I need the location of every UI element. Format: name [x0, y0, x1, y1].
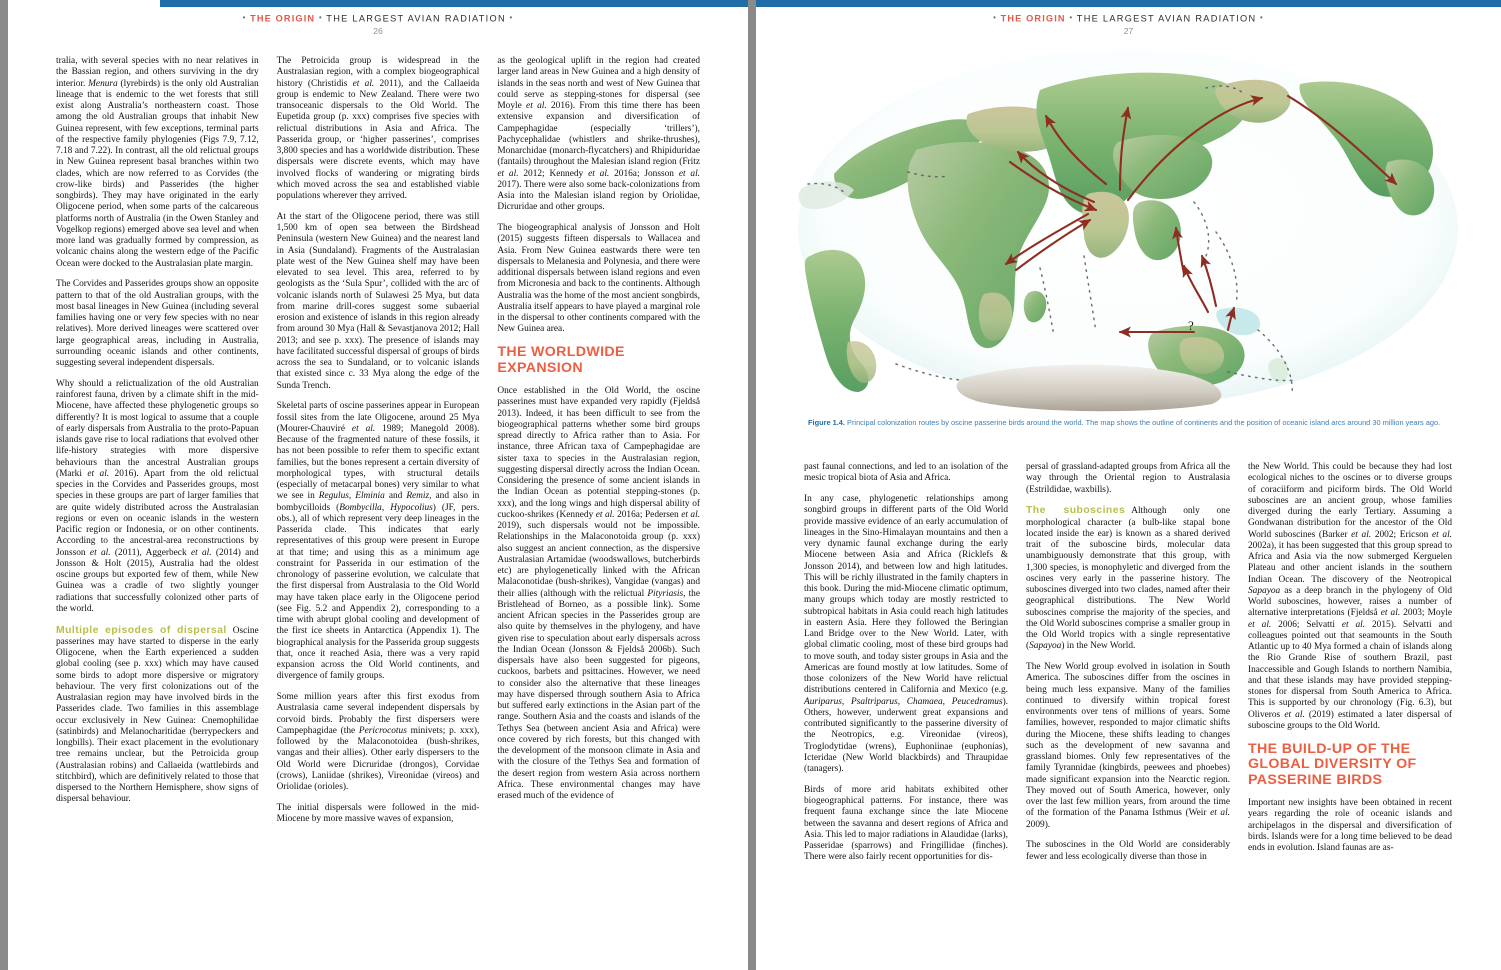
paragraph: past faunal connections, and led to an isolation of the mesic tropical biota of Asia and Africa. [804, 462, 1008, 484]
paragraph: In any case, phylogenetic relationships among songbird groups in different parts of the Old World provide massive evidence of an early accumulation of lineages in the Sino-Himalayan mountains and then a very dynamic faunal exchange during the early Miocene between Asia and Africa (Ricklefs & Jonsson 2014), and between low and high latitudes. This will be richly illustrated in the family chapters in this book. During the mid-Miocene climatic optimum, many groups which today are mostly restricted to subtropical habitats in Asia could reach high latitudes in eastern Asia. Here they followed the Beringian Land Bridge over to the New World. Later, with global climatic cooling, most of these bird groups had to move south, and today sister groups in Asia and the Americas are found mostly at low latitudes. Some of those colonizers of the New World have relictual distributions centered in California and Mexico (e.g. Auriparus, Psaltriparus, Chamaea, Peucedramus). Others, however, underwent great expansions and contributed significantly to the passerine diversity of the Neotropics, e.g. Vireonidae (vireos), Troglodytidae (wrens), Euphoniinae (euphonias), Icteridae (New World blackbirds) and Thraupidae (tanagers). [804, 494, 1009, 774]
left-column-3 [497, 56, 700, 956]
paragraph: persal of grassland-adapted groups from Africa all the way through the Oriental region to Australasia (Estrildidae, waxbills). [1026, 462, 1230, 495]
run-in-paragraph [56, 625, 259, 806]
section-heading-build-up-global-diversity: THE BUILD-UP OF THE GLOBAL DIVERSITY OF PASSERINE BIRDS [1248, 740, 1417, 788]
paragraph: The biogeographical analysis of Jonsson and Holt (2015) suggests fifteen dispersals to Wallacea and Asia. From New Guinea eastwards there were ten dispersals to Melanesia and Polynesia, and there were additional dispersals between island regions and even from Micronesia and back to the continents. Although Australia was the home of the most ancient songbirds, Australia itself appears to have played a marginal role in the dispersal to other continents compared with the New Guinea area. [497, 223, 701, 335]
paragraph: The Corvides and Passerides groups show an opposite pattern to that of the old Australian groups, with the most basal lineages in New Guinea (including several families having one or very few species with no near relatives). More derived lineages were scattered over large geographical areas, including in Australia, surrounding oceanic islands and other continents, suggesting several independent dispersals. [56, 279, 259, 368]
run-in-paragraph [1026, 505, 1230, 652]
running-head-left [8, 13, 748, 24]
runhead-series-left: THE ORIGIN [250, 13, 316, 24]
paragraph: The New World group evolved in isolation in South America. The suboscines differ from the oscines in being much less expansive. Many of the families continued to diversify within tropical forest environments over tens of millions of years. Some families, however, responded to major climatic shifts during the Miocene, these shifts leading to changes such as the development of new savanna and grassland biomes. Only few representatives of the family Tyrannidae (kingbirds, peewees and phoebes) made significant expansion into the Nearctic region. They moved out of South America, however, only over the last few million years, from around the time of the formation of the Panama Isthmus (Weir et al. 2009). [1026, 662, 1231, 830]
paragraph: Why should a relictualization of the old Australian rainforest fauna, driven by a climate shift in the mid-Miocene, have affected these phylogenetic groups so differently? It is most logical to assume that a couple of early dispersals from Australia to the proto-Papuan islands gave rise to local radiations that evolved other life-history strategies with more dispersive behaviours than the ancestral Australian groups (Marki et al. 2016). Apart from the old relictual species in the Corvides and Passerides groups, most species in these groups are part of larger families that are quite widely distributed across the Australasian regions or even on oceanic islands in the western Pacific region or Indonesia, or on other continents. According to the ancestral-area reconstructions by Jonsson et al. (2011), Aggerbeck et al. (2014) and Jonsson & Holt (2015), Australia had the oldest oscine groups but exported few of them, while New Guinea was a cradle of two slightly younger radiations that successfully colonized other parts of the world. [56, 378, 259, 614]
runhead-bullet-2: • [1069, 13, 1074, 22]
right-page-columns [804, 462, 1452, 962]
runhead-bullet-3: • [1259, 13, 1264, 22]
runin-heading-the-suboscines: The suboscines [1026, 505, 1126, 517]
paragraph: the New World. This could be because they had lost ecological niches to the oscines or to diverse groups of coraciiform and piciform birds. The Old World suboscines are an ancient group, whose families diverged during the early Tertiary. Assuming a Gondwanan distribution for the ancestor of the Old World suboscines (Barker et al. 2002; Ericson et al. 2002a), it has been suggested that this group spread to Africa and Asia via the now submerged Kerguelen Plateau and other ancient islands in the southern Indian Ocean. The discovery of the Neotropical Sapayoa as a deep branch in the phylogeny of Old World suboscines, however, raises a number of alternative interpretations (Fjeldså et al. 2003; Moyle et al. 2006; Selvatti et al. 2015). Selvatti and colleagues pointed out that seamounts in the South Atlantic up to 40 Mya formed a chain of islands along the Rio Grande Rise of southern Brazil, past Inaccessible and Gough Islands to northern Namibia, and that these islands may have provided stepping-stones for dispersal from South America to Africa. This is supported by our chronology (Fig. 6.3), but Oliveros et al. (2019) estimated a later dispersal of suboscine groups to the Old World. [1248, 462, 1453, 731]
paragraph: Birds of more arid habitats exhibited other biogeographical patterns. For instance, there was frequent fauna exchange since the late Miocene between the savanna and desert regions of Africa and Asia. This led to major radiations in Alaudidae (larks), Passeridae (sparrows) and Fringillidae (finches). There were also fairly recent opportunities for dis- [804, 784, 1008, 863]
page-number-left: 26 [373, 26, 383, 36]
left-column-2 [277, 56, 480, 956]
runhead-chapter-left: THE LARGEST AVIAN RADIATION [326, 13, 506, 24]
right-column-1 [804, 462, 1008, 962]
figure-caption [808, 418, 1456, 428]
question-mark-annotation: ? [1188, 318, 1194, 333]
page-top-rule [756, 0, 1501, 7]
world-map-svg [788, 42, 1468, 414]
paragraph: Once established in the Old World, the oscine passerines must have expanded very rapidly (Fjeldså 2013). Indeed, it has been difficult to see from the biogeographical patterns whether some bird groups spread directly to Africa rather than to Asia. For instance, three African taxa of Campephagidae are sister taxa to species in the Australasian region, suggesting dispersal directly across the Indian Ocean. Considering the presence of some ancient islands in the Indian Ocean as potential stepping-stones (p. xxx), and the long wings and high dispersal ability of cuckoo-shrikes (Kennedy et al. 2016a; Pedersen et al. 2019), such dispersals would not be impossible. Relationships in the Malaconotoida group (p. xxx) also suggest an ancient connection, as the dispersive Australasian Artamidae (woodswallows, butcherbirds etc) are phylogenetically linked with the African Malaconotidae (bush-shrikes), Vangidae (vangas) and their allies (although with the relictual Pityriasis, the Bristlehead of Borneo, as a possible link). Some ancient African species in the Passerides group are also quite by themselves in the phylogeny, and have given rise to speculation about early dispersals across the Indian Ocean (Jonsson & Fjeldså 2006b). Such dispersals have also been suggested for pigeons, cuckoos, barbets and psittacines. However, we need to consider also the alternative that these lineages may have dispersed through southern Asia to Africa but suffered early extinctions in the Asian part of the range. Southern Asia and the coasts and islands of the Tethys Sea (between ancient Asia and Africa) were once covered by rich forests, but this changed with the development of the monsoon climate in Asia and with the closure of the Tethys Sea and formation of the desert region from western Asia across northern Africa. These environmental changes may have erased much of the evidence of [497, 386, 701, 801]
figure-label: Figure 1.4. [808, 418, 845, 427]
running-head-right [756, 13, 1501, 24]
right-page [756, 0, 1501, 970]
runin-heading-multiple-episodes: Multiple episodes of dispersal [56, 624, 227, 636]
paragraph: The Petroicida group is widespread in the Australasian region, with a complex biogeographical history (Christidis et al. 2011), and the Callaeida group is endemic to New Zealand. There were two transoceanic dispersals to the Old World. The Eupetida group (p. xxx) comprises five species with relictual distributions in Asia and Africa. The Passerida group, or ‘higher passerines’, comprises 3,800 species and has a worldwide distribution. These dispersals were discrete events, which may have involved flocks of wandering or migrating birds which moved across the sea and established viable populations wherever they arrived. [276, 56, 480, 201]
runin-body: Although only one morphological character (a bulb-like stapal bone located inside the ear) is known as a shared derived trait of the suboscine birds, molecular data unambiguously demonstrate that this group, with 1,300 species, is monophyletic and diverged from the oscines very early in the passerine history. The suboscines diverged into two clades, named after their geographical distributions. The New World suboscines comprise the majority of the species, and the Old World suboscines comprise a smaller group in the Old World tropics with a single representative (Sapayoa) in the New World. [1026, 506, 1230, 652]
runhead-bullet-1: • [993, 13, 997, 22]
paragraph: Some million years after this first exodus from Australasia came several independent dispersals by corvoid birds. Probably the first dispersers were Campephagidae (the Pericrocotus minivets; p. xxx), followed by the Malaconotoidea (bush-shrikes, vangas and their allies). Other early dispersers to the Old World were Dicruridae (drongos), Corvidae (crows), Laniidae (shrikes), Vireonidae (vireos) and Oriolidae (orioles). [276, 692, 480, 792]
paragraph: as the geological uplift in the region had created larger land areas in New Guinea and a high density of islands in the seas north and west of New Guinea that could serve as stepping-stones for dispersal (see Moyle et al. 2016). From this time there has been extensive expansion and diversification of Campephagidae (especially ‘trillers’), Pachycephalidae (whistlers and shrike-thrushes), Monarchidae (monarch-flycatchers) and Rhipiduridae (fantails) throughout the Malesian island region (Fritz et al. 2012; Kennedy et al. 2016a; Jonsson et al. 2017). There were also some back-colonizations from Asia into the Malesian island region by Oriolidae, Dicruridae and other groups. [497, 56, 701, 213]
page-top-rule [160, 0, 748, 7]
right-column-2 [1026, 462, 1230, 962]
runhead-bullet-1: • [242, 13, 247, 22]
paragraph: The initial dispersals were followed in the mid-Miocene by more massive waves of expansion, [276, 802, 480, 824]
paragraph: Skeletal parts of oscine passerines appear in European fossil sites from the late Oligocene, around 25 Mya (Mourer-Chauviré et al. 1989; Manegold 2008). Because of the fragmented nature of these fossils, it has not been possible to refer them to specific extant families, but the bones represent a certain diversity of morphological types, with structural details (especially of metacarpal bones) very similar to what we see in Regulus, Elminia and Remiz, and also in bombycilloids (Bombycilla, Hypocolius) (JF, pers. obs.), all of which represent very deep lineages in the Passerida clade. This indicates that early representatives of this group were present in Europe at that time; and using this as a minimum age constraint for Passerida in our estimation of the chronology of passerine evolution, we calculate that the first dispersal from Australasia to the Old World may have taken place early in the Oligocene period (see Fig. 5.2 and Appendix 2), corresponding to a time with abrupt global cooling and development of the first ice sheets in Antarctica (Appendix 1). The biographical analysis for the Passerida group suggests that, once it reached Asia, there was a very rapid expansion across the Old World continents, and divergence of family groups. [276, 401, 480, 682]
runhead-bullet-2: • [318, 13, 323, 22]
left-column-1 [56, 56, 259, 956]
figure-caption-text: Principal colonization routes by oscine passerine birds around the world. The map shows the outline of continents and the position of oceanic island arcs around 30 million years ago. [847, 418, 1441, 427]
paragraph: Important new insights have been obtained in recent years regarding the role of oceanic islands and archipelagos in the dispersal and diversification of birds. Islands were for a long time believed to be dead ends in evolution. Island faunas are as- [1248, 798, 1452, 853]
left-page-columns [56, 56, 700, 956]
section-heading-worldwide-expansion: THE WORLDWIDE EXPANSION [497, 344, 625, 376]
runhead-chapter-right: THE LARGEST AVIAN RADIATION [1076, 13, 1257, 24]
world-map-globe [788, 42, 1468, 414]
figure-1-4 [756, 42, 1501, 447]
paragraph: At the start of the Oligocene period, there was still 1,500 km of open sea between the Birdshead Peninsula (western New Guinea) and the nearest land in Asia (Sundaland). Fragments of the Australasian plate west of the New Guinea shelf may have been elevated to sea level. This area, referred to by geologists as the ‘Sula Spur’, collided with the arc of volcanic islands north of Sulawesi 25 Mya, but data from marine drill-cores suggest some subaerial erosion and existence of islands in this region already from around 30 Mya (Hall & Sevastjanova 2012; Hall 2013; and see p. xxx). The presence of islands may have facilitated successful dispersal of groups of birds across the sea to Sundaland, or to volcanic islands that existed since c. 33 Mya along the edge of the Sunda Trench. [276, 211, 480, 391]
paragraph: The suboscines in the Old World are considerably fewer and less ecologically diverse than those in [1026, 840, 1230, 862]
runhead-bullet-3: • [509, 13, 514, 22]
runin-body: Oscine passerines may have started to disperse in the early Oligocene, when the Earth experienced a sudden global cooling (see p. xxx) which may have caused some birds to adopt more dispersive or migratory behaviour. The very first colonizations out of the Australasian region may have involved birds in the Passerides clade. Two families in this assemblage occur exclusively in New Guinea: Cnemophilidae (satinbirds) and Melanocharitidae (berrypeckers and longbills). Their exact placement in the evolutionary tree remains unclear, but the Petroicida group (Australasian robins) and Callaeida (wattlebirds and stitchbird), which are definitively related to those that dispersed to the Northern Hemisphere, show signs of dispersal behaviour. [56, 625, 259, 805]
page-number-right: 27 [1123, 26, 1134, 36]
left-page [8, 0, 748, 970]
paragraph: tralia, with several species with no near relatives in the Bassian region, and others surviving in the dry interior. Menura (lyrebirds) is the only old Australian lineage that is endemic to the wet forests that still exist along Australia’s northeastern coast. Those among the old Australian groups that inhabit New Guinea represent, with few exceptions, terminal parts of the respective family phylogenies (Figs 7.9, 7.12, 7.18 and 7.22). In contrast, all the old relictual groups in New Guinea represent basal branches within two clades, which are now referred to as Corvides (the crow-like birds) and Passerides (the higher songbirds). They may have originated in the early Oligocene period, when some parts of the calcareous platforms north of Australia (in the Owen Stanley and Vogelkop regions) emerged above sea level and when more land was gradually formed by compression, as volcanic chains along the western edge of the Pacific Ocean were docked to the Australasian plate margin. [56, 56, 259, 269]
right-column-3 [1248, 462, 1452, 962]
runhead-series-right: THE ORIGIN [1000, 13, 1066, 24]
